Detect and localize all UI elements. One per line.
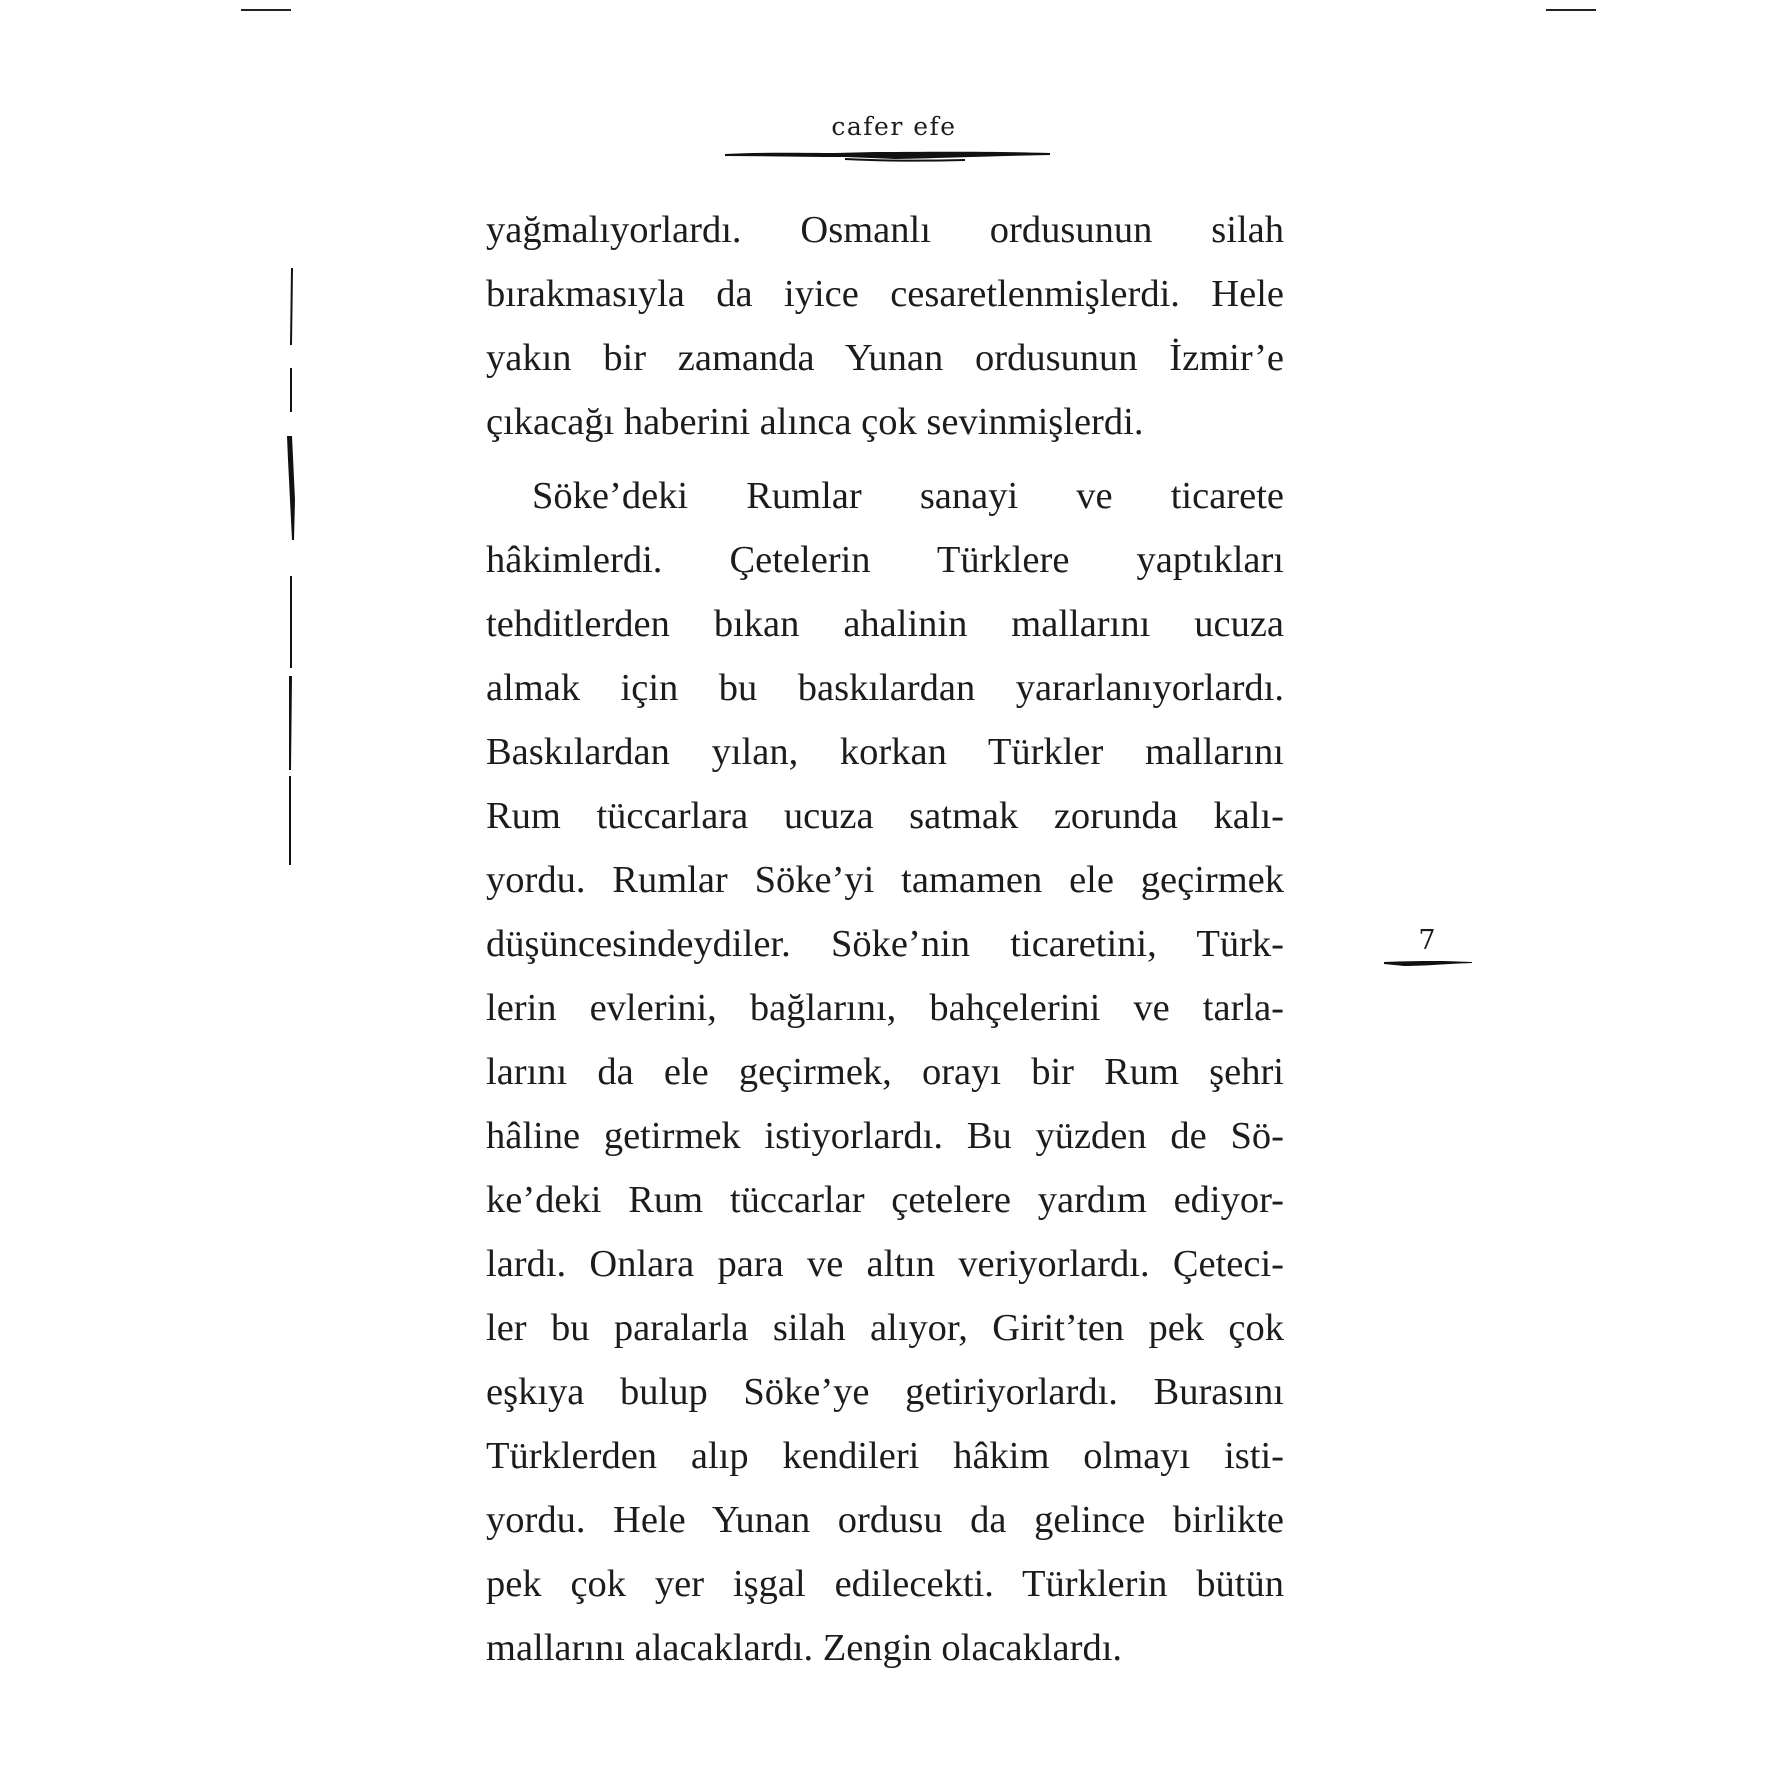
paragraph-gap — [486, 454, 1284, 464]
body-text — [486, 198, 1284, 1680]
text-line: bırakmasıyla da iyice cesaretlenmişlerdi. Hele — [486, 273, 1284, 315]
text-line: Türklerden alıp kendileri hâkim olmayı isti- — [486, 1435, 1284, 1477]
crop-mark-left — [241, 9, 291, 11]
text-line: yordu. Rumlar Söke’yi tamamen ele geçirmek — [486, 859, 1284, 901]
text-line: eşkıya bulup Söke’ye getiriyorlardı. Burasını — [486, 1371, 1284, 1413]
text-line: lerin evlerini, bağlarını, bahçelerini ve tarla- — [486, 987, 1284, 1029]
running-header-title: cafer efe — [831, 112, 957, 141]
text-line: mallarını alacaklardı. Zengin olacaklardı. — [486, 1627, 1123, 1669]
text-line: Baskılardan yılan, korkan Türkler mallarını — [486, 731, 1284, 773]
page-number-brush-rule — [1384, 958, 1472, 968]
text-line: çıkacağı haberini alınca çok sevinmişlerdi. — [486, 401, 1144, 443]
text-line: yakın bir zamanda Yunan ordusunun İzmir’e — [486, 337, 1284, 379]
text-line: hâkimlerdi. Çetelerin Türklere yaptıkları — [486, 539, 1284, 581]
text-line: lardı. Onlara para ve altın veriyorlardı. Çeteci- — [486, 1243, 1284, 1285]
text-line: tehditlerden bıkan ahalinin mallarını ucuza — [486, 603, 1284, 645]
text-line: ke’deki Rum tüccarlar çetelere yardım ediyor- — [486, 1179, 1284, 1221]
text-line: düşüncesindeydiler. Söke’nin ticaretini, Türk- — [486, 923, 1284, 965]
page-number: 7 — [1418, 925, 1436, 956]
margin-scratch-marks — [284, 200, 298, 880]
crop-mark-right — [1546, 9, 1596, 11]
text-line: yordu. Hele Yunan ordusu da gelince birlikte — [486, 1499, 1284, 1541]
text-line: hâline getirmek istiyorlardı. Bu yüzden de Sö- — [486, 1115, 1284, 1157]
text-line: ler bu paralarla silah alıyor, Girit’ten pek çok — [486, 1307, 1284, 1349]
text-line: yağmalıyorlardı. Osmanlı ordusunun silah — [486, 209, 1284, 251]
header-brush-rule — [725, 148, 1050, 162]
text-line: almak için bu baskılardan yararlanıyorlardı. — [486, 667, 1284, 709]
text-line: larını da ele geçirmek, orayı bir Rum şehri — [486, 1051, 1284, 1093]
text-line: pek çok yer işgal edilecekti. Türklerin bütün — [486, 1563, 1284, 1605]
text-line: Söke’deki Rumlar sanayi ve ticarete — [532, 475, 1284, 517]
text-line: Rum tüccarlara ucuza satmak zorunda kalı- — [486, 795, 1284, 837]
